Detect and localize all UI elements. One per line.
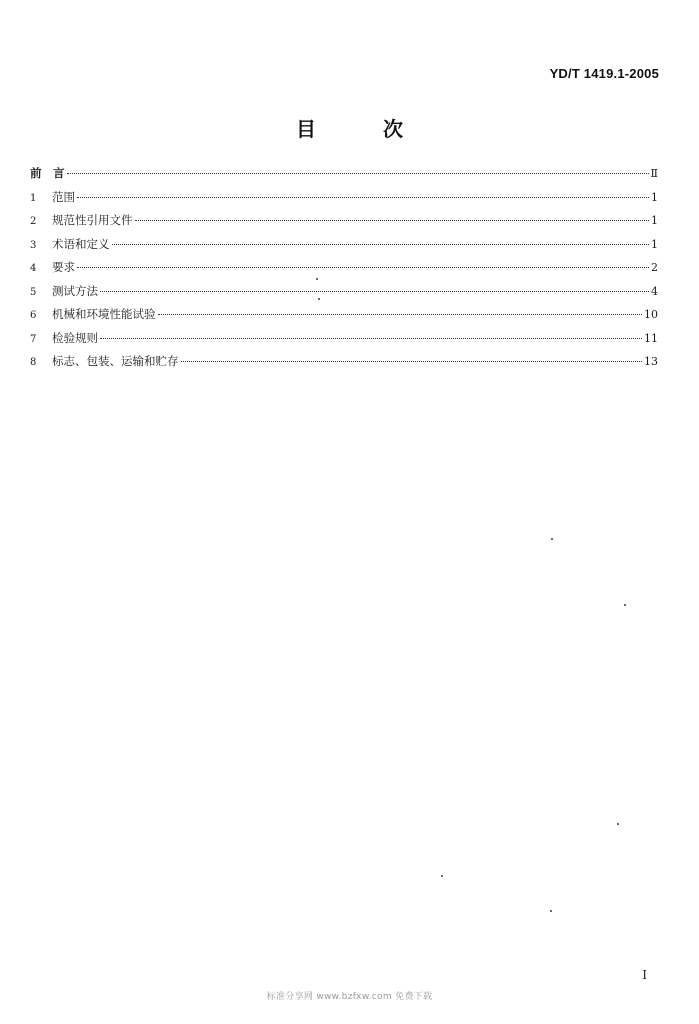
page-number: I <box>642 968 647 982</box>
toc-title-char-2: 次 <box>382 117 403 141</box>
toc-entry-page: 11 <box>644 331 658 345</box>
toc-entry-3[interactable] <box>30 236 658 260</box>
toc-entry-number: 2 <box>30 216 37 227</box>
toc-leader-dots <box>100 338 642 339</box>
standard-code: YD/T 1419.1-2005 <box>549 66 659 81</box>
table-of-contents <box>30 165 658 377</box>
toc-entry-foreword[interactable] <box>30 165 658 189</box>
toc-entry-number: 3 <box>30 239 37 251</box>
watermark-text: 标准分享网 www.bzfxw.com 免费下载 <box>266 992 433 1002</box>
toc-title-char-1: 目 <box>296 117 317 141</box>
toc-entry-6[interactable] <box>30 306 658 330</box>
toc-entry-number: 8 <box>30 357 37 368</box>
toc-entry-page: 1 <box>651 237 658 251</box>
toc-leader-dots <box>158 314 643 315</box>
toc-entry-label: 标志、包装、运输和贮存 <box>52 354 179 368</box>
toc-entry-label: 测试方法 <box>52 283 98 298</box>
toc-entry-1[interactable] <box>30 189 658 213</box>
toc-entry-page: 1 <box>651 214 658 227</box>
toc-leader-dots <box>100 291 649 292</box>
toc-entry-label: 术语和定义 <box>52 236 110 251</box>
toc-entry-page: 4 <box>651 284 658 298</box>
toc-entry-number: 1 <box>30 192 37 204</box>
toc-leader-dots <box>135 220 650 221</box>
toc-entry-5[interactable] <box>30 283 658 307</box>
toc-entry-label: 要求 <box>52 260 75 274</box>
toc-leader-dots <box>112 244 650 245</box>
toc-entry-number: 7 <box>30 333 37 345</box>
toc-entry-page: Ⅱ <box>650 167 658 180</box>
toc-leader-dots <box>77 267 649 268</box>
scan-speck <box>550 910 552 912</box>
scan-speck <box>316 278 318 280</box>
toc-title <box>0 113 699 142</box>
toc-entry-4[interactable] <box>30 259 658 283</box>
toc-leader-dots <box>181 361 643 362</box>
toc-entry-2[interactable] <box>30 212 658 236</box>
scan-speck <box>551 538 553 540</box>
scan-speck <box>441 875 443 877</box>
toc-entry-7[interactable] <box>30 330 658 354</box>
toc-entry-8[interactable] <box>30 353 658 377</box>
toc-entry-label: 范围 <box>52 189 75 204</box>
toc-entry-page: 10 <box>644 308 658 321</box>
toc-entry-number: 6 <box>30 310 37 321</box>
toc-entry-number: 4 <box>30 263 37 274</box>
toc-entry-label: 检验规则 <box>52 330 98 345</box>
scan-speck <box>617 823 619 825</box>
scan-speck <box>624 604 626 606</box>
toc-entry-label: 规范性引用文件 <box>52 213 133 227</box>
toc-entry-page: 1 <box>651 190 658 204</box>
toc-entry-label: 前 言 <box>30 166 65 180</box>
toc-entry-label: 机械和环境性能试验 <box>52 307 156 321</box>
toc-entry-number: 5 <box>30 286 37 298</box>
toc-entry-page: 2 <box>651 261 658 274</box>
scan-speck <box>318 298 320 300</box>
toc-entry-page: 13 <box>644 355 658 368</box>
toc-leader-dots <box>67 173 649 174</box>
toc-leader-dots <box>77 197 649 198</box>
